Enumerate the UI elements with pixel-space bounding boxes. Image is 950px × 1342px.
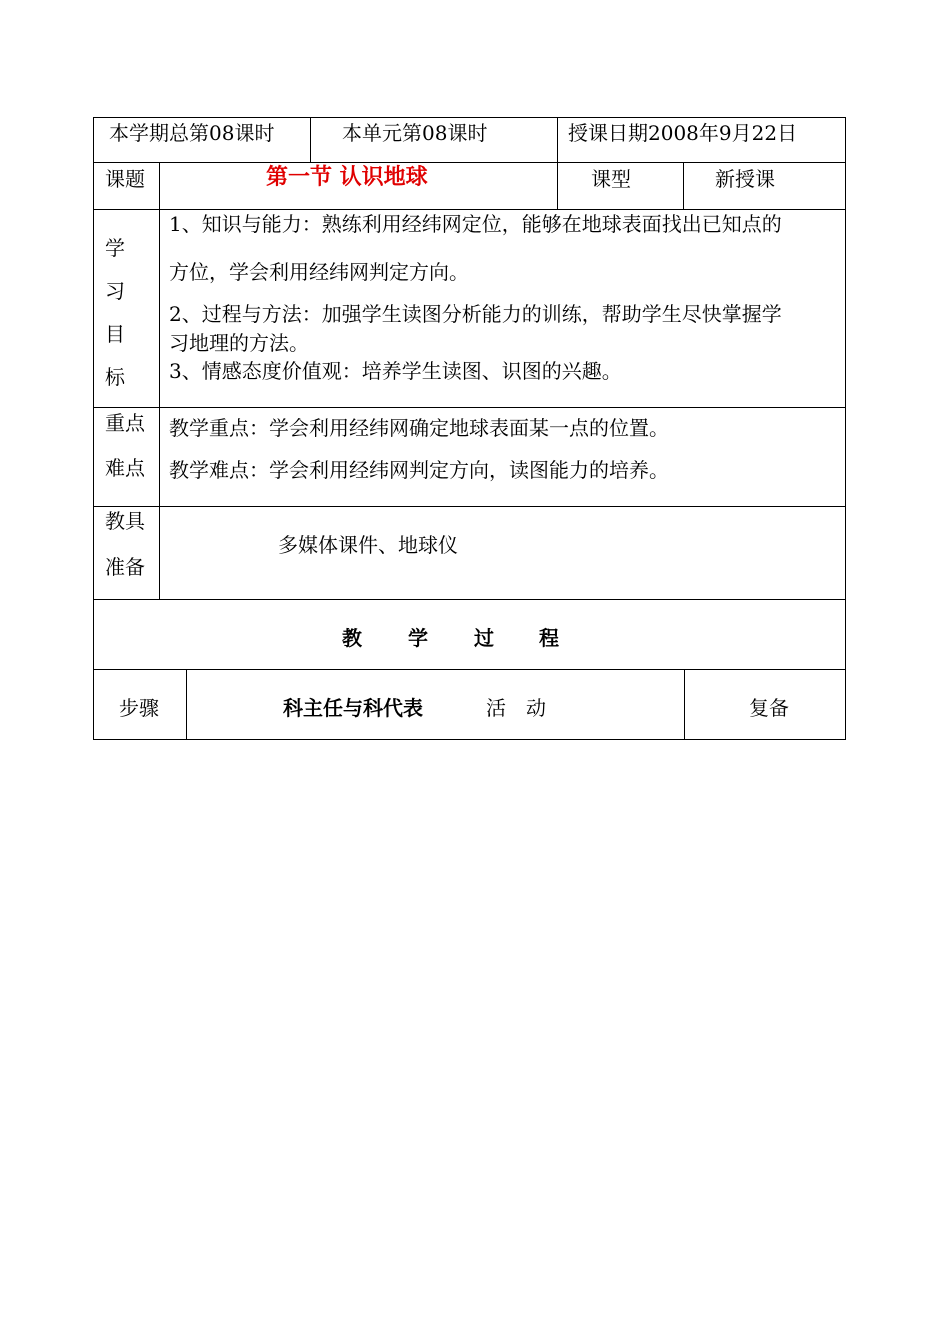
activity-label: 活 动 (486, 696, 546, 720)
key-points-label: 重点 (105, 411, 145, 435)
steps-label: 步骤 (119, 696, 159, 720)
objectives-label-char: 习 (105, 279, 125, 303)
teaching-aids-label-cell (93, 506, 160, 600)
type-label-cell (557, 162, 684, 210)
objectives-label-cell (93, 209, 160, 408)
total-period: 本学期总第08课时 (109, 121, 275, 145)
date-cell (557, 117, 846, 163)
activity-bold-label: 科主任与科代表 (283, 696, 423, 720)
objectives-label-char: 学 (105, 236, 125, 260)
teaching-focus: 教学重点：学会利用经纬网确定地球表面某一点的位置。 (169, 416, 669, 440)
objective-line: 2、过程与方法：加强学生读图分析能力的训练，帮助学生尽快掌握学 (169, 302, 782, 326)
unit-period: 本单元第08课时 (342, 121, 488, 145)
review-label: 复备 (749, 696, 789, 720)
process-heading-row (93, 599, 846, 670)
process-heading-char: 过 (474, 626, 494, 650)
topic-title-cell (159, 162, 558, 210)
key-points-label: 难点 (105, 456, 145, 480)
teaching-difficulty: 教学难点：学会利用经纬网判定方向，读图能力的培养。 (169, 458, 669, 482)
total-period-cell (93, 117, 311, 163)
type-value-cell (683, 162, 846, 210)
objective-line: 1、知识与能力：熟练利用经纬网定位，能够在地球表面找出已知点的 (169, 212, 782, 236)
teaching-aids-row (93, 506, 846, 600)
key-points-content-cell (159, 407, 846, 507)
teaching-aids-label: 教具 (105, 509, 145, 533)
teaching-aids-label: 准备 (105, 555, 145, 579)
objectives-row (93, 209, 846, 408)
objectives-content-cell (159, 209, 846, 408)
objectives-label-char: 目 (105, 322, 125, 346)
lesson-date: 授课日期2008年9月22日 (568, 121, 798, 145)
objective-line: 习地理的方法。 (169, 331, 309, 355)
topic-row (93, 162, 846, 210)
objectives-label-char: 标 (105, 365, 125, 389)
review-cell (684, 669, 846, 740)
objective-line: 方位，学会利用经纬网判定方向。 (169, 260, 469, 284)
topic-label-cell (93, 162, 160, 210)
activity-cell (186, 669, 685, 740)
unit-period-cell (310, 117, 558, 163)
header-row (93, 117, 846, 163)
steps-cell (93, 669, 187, 740)
topic-label: 课题 (105, 167, 145, 191)
process-heading-char: 教 (342, 626, 362, 650)
key-points-label-cell (93, 407, 160, 507)
teaching-aids-value: 多媒体课件、地球仪 (278, 533, 458, 557)
process-heading-cell (93, 599, 846, 670)
lesson-type: 新授课 (715, 167, 775, 191)
key-points-row (93, 407, 846, 507)
lesson-title: 第一节 认识地球 (266, 164, 428, 190)
steps-header-row (93, 669, 846, 740)
objective-line: 3、情感态度价值观：培养学生读图、识图的兴趣。 (169, 359, 622, 383)
process-heading-char: 学 (408, 626, 428, 650)
teaching-aids-content-cell (159, 506, 846, 600)
type-label: 课型 (591, 167, 631, 191)
process-heading-char: 程 (539, 626, 559, 650)
